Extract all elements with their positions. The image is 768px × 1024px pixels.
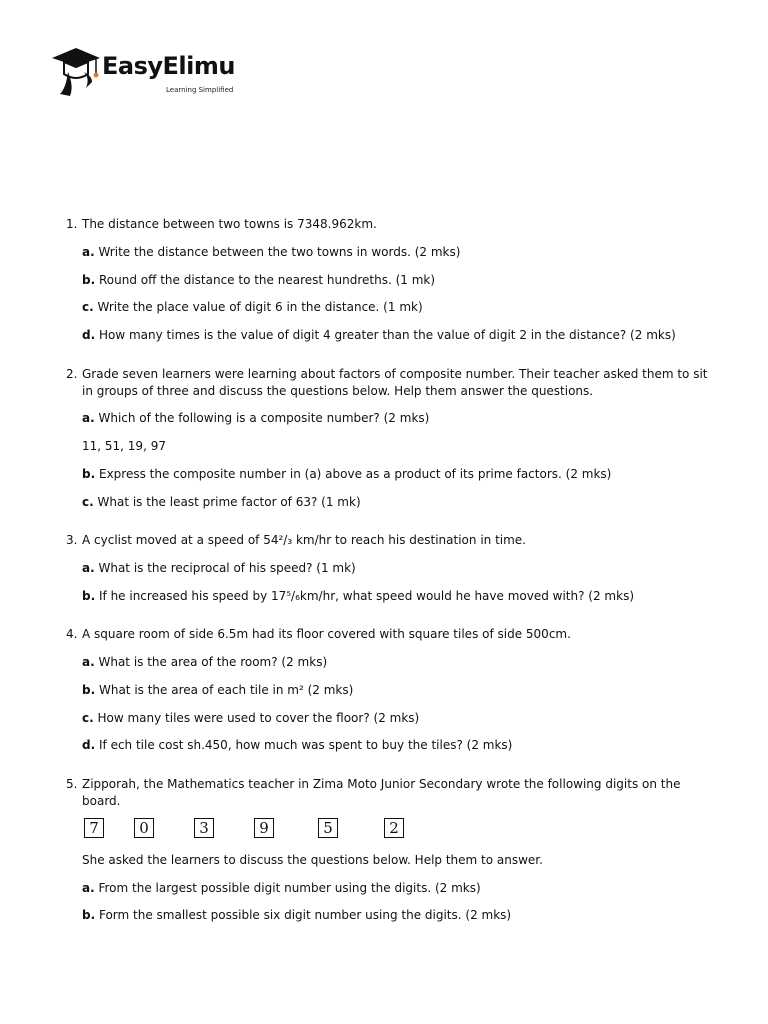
- question-number: 1.: [66, 217, 78, 231]
- part-letter: b.: [82, 589, 96, 603]
- question-2-number-list: [82, 438, 722, 455]
- part-letter: c.: [82, 711, 94, 725]
- part-letter: a.: [82, 881, 95, 895]
- part-text: How many times is the value of digit 4 greater than the value of digit 2 in the distance? (2 mks): [98, 328, 676, 342]
- question-4-part-d: [82, 737, 722, 754]
- part-text: Which of the following is a composite number? (2 mks): [98, 411, 430, 425]
- digit-card: 9: [254, 818, 274, 838]
- question-2-part-b: [82, 466, 722, 483]
- question-1-part-b: [82, 272, 722, 289]
- part-text: What is the reciprocal of his speed? (1 mk): [98, 561, 356, 575]
- question-3-stem: [66, 532, 716, 549]
- part-text: Express the composite number in (a) above as a product of its prime factors. (2 mks): [98, 467, 612, 481]
- digit-card: 2: [384, 818, 404, 838]
- question-3-part-a: [82, 560, 722, 577]
- question-4-part-c: [82, 710, 722, 727]
- question-5-stem: [66, 776, 716, 810]
- question-1-part-d: [82, 327, 722, 344]
- question-number: 5.: [66, 777, 78, 791]
- digit-card: 0: [134, 818, 154, 838]
- part-text: Round off the distance to the nearest hundreths. (1 mk): [98, 273, 436, 287]
- brand-name: EasyElimu: [102, 52, 235, 80]
- question-number: 2.: [66, 367, 78, 381]
- question-text: The distance between two towns is 7348.962km.: [82, 217, 377, 231]
- digit-card: 7: [84, 818, 104, 838]
- brand-logo: [50, 44, 250, 100]
- question-2-part-a: [82, 410, 722, 427]
- question-text: Grade seven learners were learning about factors of composite number. Their teacher asked them to sit in groups of three and discuss the questions below. Help them answer the questions.: [82, 367, 708, 398]
- digit-card: 5: [318, 818, 338, 838]
- part-text: Write the place value of digit 6 in the distance. (1 mk): [97, 300, 423, 314]
- question-1-part-c: [82, 299, 722, 316]
- question-2-stem: [66, 366, 716, 400]
- question-number: 3.: [66, 533, 78, 547]
- part-text: What is the least prime factor of 63? (1 mk): [97, 495, 361, 509]
- part-text: If he increased his speed by 17⁵/₆km/hr, what speed would he have moved with? (2 mks): [98, 589, 635, 603]
- question-3-part-b: [82, 588, 722, 605]
- question-4-part-a: [82, 654, 722, 671]
- digit-card: 3: [194, 818, 214, 838]
- part-letter: c.: [82, 495, 94, 509]
- part-letter: b.: [82, 683, 96, 697]
- question-5-instruction: [82, 852, 722, 869]
- part-letter: d.: [82, 328, 96, 342]
- part-text: From the largest possible digit number using the digits. (2 mks): [98, 881, 481, 895]
- part-letter: a.: [82, 561, 95, 575]
- question-2-part-c: [82, 494, 722, 511]
- part-text: She asked the learners to discuss the questions below. Help them to answer.: [82, 853, 543, 867]
- part-letter: d.: [82, 738, 96, 752]
- part-text: What is the area of the room? (2 mks): [98, 655, 328, 669]
- part-text: What is the area of each tile in m² (2 mks): [98, 683, 354, 697]
- question-1-part-a: [82, 244, 722, 261]
- part-letter: b.: [82, 467, 96, 481]
- part-text: Write the distance between the two towns in words. (2 mks): [98, 245, 461, 259]
- part-text: If ech tile cost sh.450, how much was spent to buy the tiles? (2 mks): [98, 738, 513, 752]
- question-text: A cyclist moved at a speed of 54²/₃ km/hr to reach his destination in time.: [82, 533, 526, 547]
- part-letter: a.: [82, 655, 95, 669]
- part-text: Form the smallest possible six digit number using the digits. (2 mks): [98, 908, 512, 922]
- digit-cards: [80, 818, 420, 840]
- question-text: A square room of side 6.5m had its floor covered with square tiles of side 500cm.: [82, 627, 571, 641]
- question-number: 4.: [66, 627, 78, 641]
- brand-tagline: Learning Simplified: [166, 86, 234, 94]
- question-5-part-a: [82, 880, 722, 897]
- part-text: How many tiles were used to cover the floor? (2 mks): [97, 711, 420, 725]
- question-4-stem: [66, 626, 716, 643]
- question-4-part-b: [82, 682, 722, 699]
- part-text: 11, 51, 19, 97: [82, 439, 166, 453]
- part-letter: a.: [82, 411, 95, 425]
- part-letter: c.: [82, 300, 94, 314]
- part-letter: a.: [82, 245, 95, 259]
- question-text: Zipporah, the Mathematics teacher in Zima Moto Junior Secondary wrote the following digits on the board.: [82, 777, 681, 808]
- question-5-part-b: [82, 907, 722, 924]
- question-1-stem: [66, 216, 716, 233]
- graduation-cap-icon: [50, 44, 102, 100]
- part-letter: b.: [82, 908, 96, 922]
- part-letter: b.: [82, 273, 96, 287]
